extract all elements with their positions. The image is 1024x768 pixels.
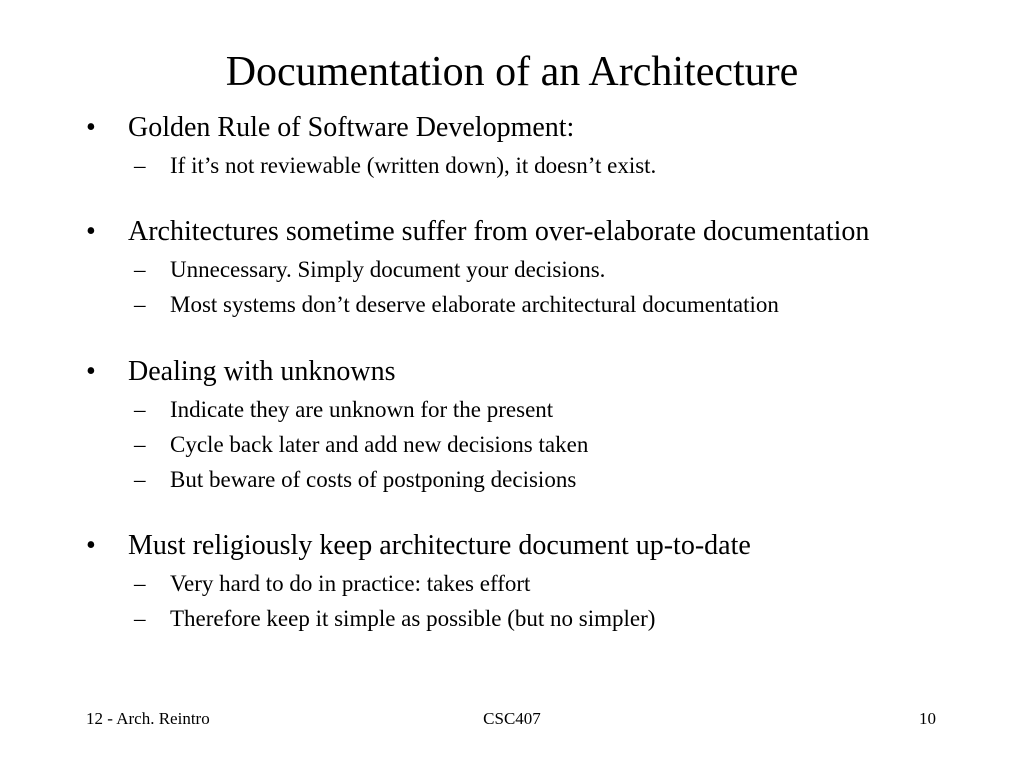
bullet-group [84,216,944,322]
sub-marker: – [134,257,146,282]
sub-text: If it’s not reviewable (written down), it doesn’t exist. [170,153,657,178]
sub-list [84,392,944,497]
sub-marker: – [134,397,146,422]
bullet-item [84,216,944,248]
sub-marker: – [134,467,146,492]
bullet-text: Must religiously keep architecture document up-to-date [128,530,751,561]
sub-text: Cycle back later and add new decisions taken [170,432,589,457]
footer-lecture-label: 12 - Arch. Reintro [86,709,210,728]
bullet-item [84,356,944,388]
bullet-item [84,530,944,562]
bullet-text: Dealing with unknowns [128,356,396,387]
bullet-group [84,112,944,183]
sub-list [84,566,944,636]
sub-marker: – [134,432,146,457]
sub-item [134,252,944,287]
sub-list [84,148,944,183]
sub-text: But beware of costs of postponing decisions [170,467,577,492]
footer-page-number: 10 [919,709,936,728]
sub-item [134,566,944,601]
sub-text: Very hard to do in practice: takes effort [170,571,531,596]
sub-text: Most systems don’t deserve elaborate architectural documentation [170,292,779,317]
slide-title: Documentation of an Architecture [225,49,799,95]
bullet-group [84,530,944,636]
sub-text: Unnecessary. Simply document your decisions. [170,257,606,282]
sub-item [134,148,944,183]
sub-text: Therefore keep it simple as possible (but no simpler) [170,606,656,631]
sub-item [134,392,944,427]
sub-item [134,287,944,322]
bullet-marker: • [86,530,96,561]
sub-marker: – [134,571,146,596]
bullet-marker: • [86,112,96,143]
bullet-text: Architectures sometime suffer from over-elaborate documentation [128,216,870,247]
sub-item [134,462,944,497]
bullet-marker: • [86,216,96,247]
slide-content [84,112,944,666]
bullet-item [84,112,944,144]
footer-course-code: CSC407 [483,709,541,728]
sub-marker: – [134,606,146,631]
sub-text: Indicate they are unknown for the present [170,397,554,422]
bullet-text: Golden Rule of Software Development: [128,112,575,143]
sub-marker: – [134,153,146,178]
bullet-group [84,356,944,497]
sub-list [84,252,944,322]
sub-marker: – [134,292,146,317]
sub-item [134,601,944,636]
sub-item [134,427,944,462]
bullet-marker: • [86,356,96,387]
